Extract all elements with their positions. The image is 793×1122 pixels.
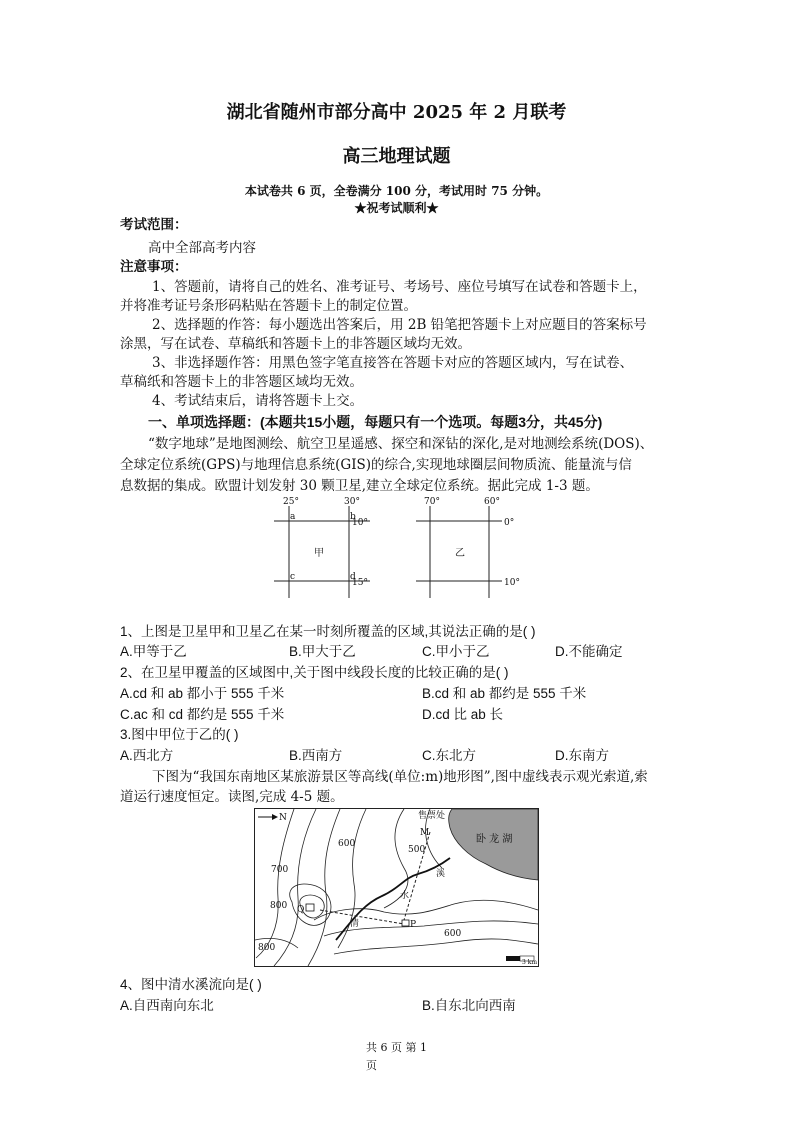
- note-3b: 草稿纸和答题卡上的非答题区域均无效。: [120, 374, 363, 390]
- point-p-label: P: [410, 920, 417, 930]
- notes-label: 注意事项：: [120, 259, 188, 275]
- q2-option-a: A.cd 和 ab 都小于 555 千米: [120, 686, 285, 701]
- river-char-1: 溪: [436, 869, 446, 879]
- note-2a: 2、选择题的作答：每小题选出答案后，用 2B 铅笔把答题卡上对应题目的答案标号: [152, 317, 647, 333]
- lake-label: 卧 龙 湖: [476, 834, 513, 845]
- q3-stem: 3.图中甲位于乙的( ): [120, 727, 239, 742]
- q2-option-c: C.ac 和 cd 都约是 555 千米: [120, 707, 285, 722]
- lat-label-10: 10°: [352, 518, 368, 528]
- q1-stem: 1、上图是卫星甲和卫星乙在某一时刻所覆盖的区域,其说法正确的是( ): [120, 624, 536, 639]
- q1-option-c: C.甲小于乙: [422, 644, 490, 659]
- ticket-office-label: 售票处: [418, 811, 446, 821]
- point-d: d: [350, 572, 356, 582]
- point-q-label: Q: [297, 905, 305, 915]
- q2-option-b: B.cd 和 ab 都约是 555 千米: [422, 686, 587, 701]
- contour-500: 500: [408, 845, 426, 855]
- contour-600b: 600: [444, 929, 462, 939]
- intro2-line2: 道运行速度恒定。读图,完成 4-5 题。: [120, 789, 344, 805]
- point-p-marker: [402, 920, 409, 926]
- satellite-coverage-figure: [270, 494, 530, 606]
- label-yi: 乙: [455, 548, 465, 559]
- scale-label: 3 km: [522, 959, 538, 966]
- lon-label-25: 25°: [283, 497, 299, 507]
- lon-label-60: 60°: [484, 497, 500, 507]
- intro1-line2: 全球定位系统(GPS)与地理信息系统(GIS)的综合,实现地球圈层间物质流、能量流与信: [120, 457, 632, 473]
- q3-option-b: B.西南方: [289, 748, 343, 763]
- q4-option-b: B.自东北向西南: [422, 998, 516, 1013]
- q3-option-d: D.东南方: [555, 748, 609, 763]
- contour-800a: 800: [270, 901, 288, 911]
- point-q-marker: [306, 904, 314, 911]
- lat-label-10b: 10°: [504, 578, 520, 588]
- exam-title: 湖北省随州市部分高中 2025 年 2 月联考: [226, 102, 567, 123]
- intro1-line3: 息数据的集成。欧盟计划发射 30 颗卫星,建立全球定位系统。据此完成 1-3 题。: [120, 478, 599, 494]
- north-label: N: [279, 813, 287, 823]
- lat-label-0: 0°: [504, 518, 515, 528]
- exam-wish: ★祝考试顺利★: [354, 201, 439, 215]
- intro2-line1: 下图为“我国东南地区某旅游景区等高线(单位:m)地形图”,图中虚线表示观光索道,索: [152, 769, 648, 785]
- scope-content: 高中全部高考内容: [148, 240, 256, 256]
- q1-option-b: B.甲大于乙: [289, 644, 356, 659]
- lon-label-30: 30°: [344, 497, 360, 507]
- intro1-line1: “数字地球”是地图测绘、航空卫星遥感、探空和深钻的深化,是对地测绘系统(DOS)、: [148, 436, 654, 452]
- q2-stem: 2、在卫星甲覆盖的区域图中,关于图中线段长度的比较正确的是( ): [120, 665, 509, 680]
- q3-option-a: A.西北方: [120, 748, 174, 763]
- contour-800b: 800: [258, 943, 276, 953]
- q4-option-a: A.自西南向东北: [120, 998, 214, 1013]
- section-heading: 一、单项选择题：(本题共15小题，每题只有一个选项。每题3分，共45分): [148, 414, 603, 430]
- label-jia: 甲: [314, 548, 324, 559]
- q1-option-d: D.不能确定: [555, 644, 623, 659]
- q3-option-c: C.东北方: [422, 748, 476, 763]
- contour-map-figure: [254, 808, 540, 968]
- scope-label: 考试范围：: [120, 217, 188, 233]
- point-a: a: [290, 512, 296, 522]
- page-footer-cont: 页: [366, 1059, 377, 1072]
- lat-label-15: 15°: [352, 578, 368, 588]
- page-footer: 共 6 页 第 1: [366, 1041, 427, 1054]
- note-1a: 1、答题前，请将自己的姓名、准考证号、考场号、座位号填写在试卷和答题卡上，: [152, 279, 647, 295]
- note-2b: 涂黑，写在试卷、草稿纸和答题卡上的非答题区域均无效。: [120, 336, 471, 352]
- exam-info: 本试卷共 6 页，全卷满分 100 分，考试用时 75 分钟。: [244, 184, 549, 198]
- river-char-3: 清: [350, 919, 360, 929]
- point-b: b: [350, 512, 356, 522]
- q2-option-d: D.cd 比 ab 长: [422, 707, 504, 722]
- page-subtitle: 高三地理试题: [342, 146, 451, 167]
- contour-600a: 600: [338, 839, 356, 849]
- point-c: c: [290, 572, 296, 582]
- contour-700: 700: [271, 865, 289, 875]
- q1-option-a: A.甲等于乙: [120, 644, 187, 659]
- scale-bar: [506, 956, 520, 961]
- lon-label-70: 70°: [424, 497, 440, 507]
- note-1b: 并将准考证号条形码粘贴在答题卡上的制定位置。: [120, 298, 417, 314]
- note-3a: 3、非选择题作答：用黑色签字笔直接答在答题卡对应的答题区域内，写在试卷、: [152, 355, 634, 371]
- note-4: 4、考试结束后，请将答题卡上交。: [152, 393, 364, 409]
- q4-stem: 4、图中清水溪流向是( ): [120, 977, 262, 992]
- river-char-2: 水: [400, 891, 410, 901]
- point-m-label: M: [420, 828, 430, 838]
